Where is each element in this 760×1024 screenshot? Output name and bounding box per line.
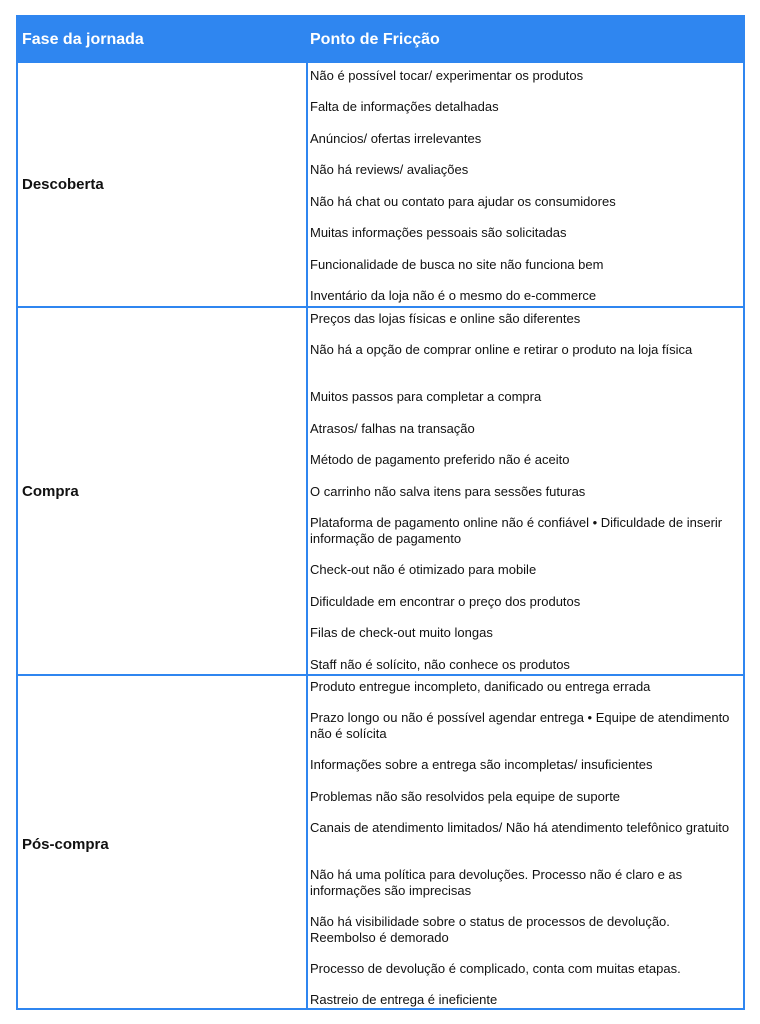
friction-item: Produto entregue incompleto, danificado ou entrega errada bbox=[310, 679, 651, 694]
header-friction: Ponto de Fricção bbox=[310, 31, 440, 48]
friction-item: Canais de atendimento limitados/ Não há atendimento telefônico gratuito bbox=[310, 820, 730, 835]
section-descoberta bbox=[18, 63, 743, 306]
header-phase: Fase da jornada bbox=[22, 31, 144, 48]
phase-label: Compra bbox=[22, 483, 79, 500]
friction-table bbox=[16, 15, 745, 1010]
friction-item: Check-out não é otimizado para mobile bbox=[310, 562, 537, 577]
friction-item: Preços das lojas físicas e online são diferentes bbox=[310, 311, 581, 326]
friction-item: Processo de devolução é complicado, conta com muitas etapas. bbox=[310, 961, 681, 976]
friction-item: Atrasos/ falhas na transação bbox=[310, 421, 475, 436]
friction-item: Anúncios/ ofertas irrelevantes bbox=[310, 131, 482, 146]
friction-item: Não há a opção de comprar online e retirar o produto na loja física bbox=[310, 342, 693, 357]
friction-item: Problemas não são resolvidos pela equipe de suporte bbox=[310, 789, 621, 804]
table-header bbox=[18, 17, 743, 63]
friction-item: Não há chat ou contato para ajudar os consumidores bbox=[310, 194, 616, 209]
friction-item: Staff não é solícito, não conhece os produtos bbox=[310, 657, 570, 672]
friction-item: Inventário da loja não é o mesmo do e-commerce bbox=[310, 288, 597, 303]
friction-item: Prazo longo ou não é possível agendar entrega • Equipe de atendimento não é solícita bbox=[310, 710, 730, 741]
friction-item: Plataforma de pagamento online não é confiável • Dificuldade de inserir informação de pagamento bbox=[310, 515, 723, 546]
friction-item: Não há reviews/ avaliações bbox=[310, 162, 469, 177]
section-compra bbox=[18, 306, 743, 674]
friction-item: Dificuldade em encontrar o preço dos produtos bbox=[310, 594, 581, 609]
friction-item: O carrinho não salva itens para sessões futuras bbox=[310, 484, 586, 499]
friction-item: Informações sobre a entrega são incompletas/ insuficientes bbox=[310, 757, 653, 772]
friction-item: Rastreio de entrega é ineficiente bbox=[310, 992, 498, 1007]
friction-item: Muitos passos para completar a compra bbox=[310, 389, 542, 404]
friction-item: Muitas informações pessoais são solicitadas bbox=[310, 225, 567, 240]
phase-label: Descoberta bbox=[22, 176, 104, 193]
friction-item: Não é possível tocar/ experimentar os produtos bbox=[310, 68, 584, 83]
friction-item: Filas de check-out muito longas bbox=[310, 625, 493, 640]
friction-item: Falta de informações detalhadas bbox=[310, 99, 499, 114]
friction-item: Funcionalidade de busca no site não funciona bem bbox=[310, 257, 604, 272]
section-pos-compra bbox=[18, 674, 743, 1010]
friction-item: Não há uma política para devoluções. Processo não é claro e as informações são imprecisas bbox=[310, 867, 683, 898]
phase-label: Pós-compra bbox=[22, 836, 109, 853]
friction-item: Não há visibilidade sobre o status de processos de devolução. Reembolso é demorado bbox=[310, 914, 670, 945]
friction-item: Método de pagamento preferido não é aceito bbox=[310, 452, 570, 467]
